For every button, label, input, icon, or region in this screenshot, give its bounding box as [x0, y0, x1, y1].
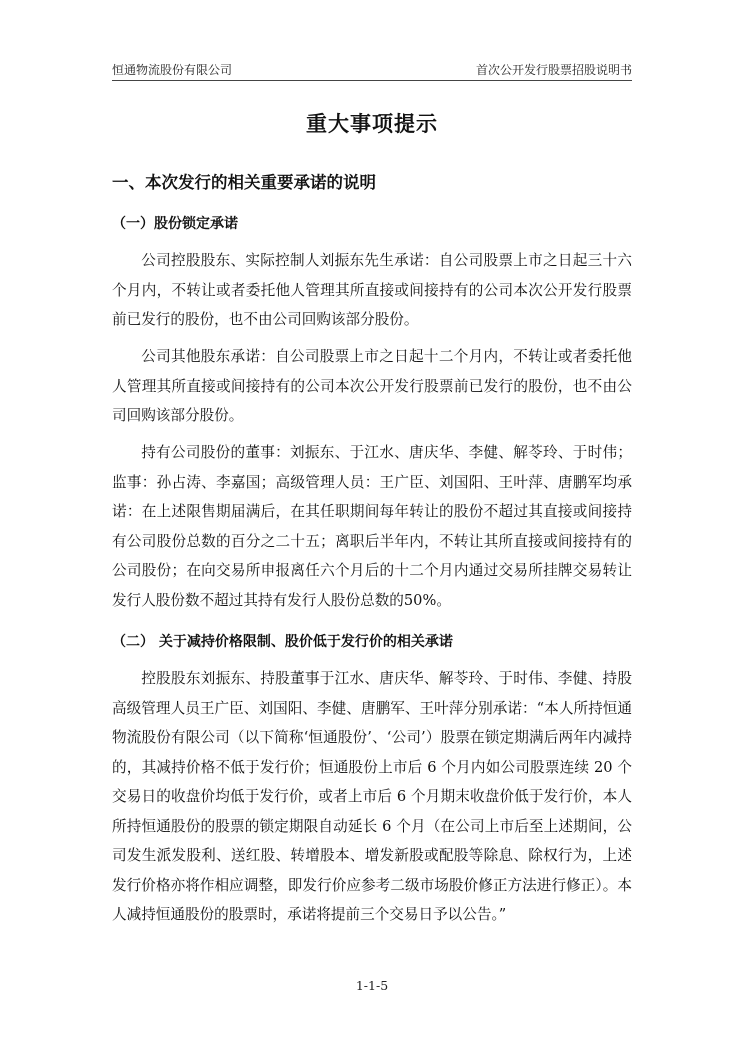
paragraph-other-shareholders-lock: 公司其他股东承诺：自公司股票上市之日起十二个月内，不转让或者委托他人管理其所直接或间接持有的公司本次公开发行股票前已发行的股份，也不由公司回购该部分股份。	[112, 348, 632, 424]
page-title: 重大事项提示	[306, 112, 438, 136]
subsection-heading-share-lock: （一）股份锁定承诺	[112, 216, 238, 232]
section-heading-1: 一、本次发行的相关重要承诺的说明	[112, 173, 376, 192]
header-company-name: 恒通物流股份有限公司	[112, 63, 233, 77]
header-divider	[112, 80, 632, 81]
page-number: 1-1-5	[355, 978, 389, 993]
subsection-heading-reduction-price: （二） 关于减持价格限制、股价低于发行价的相关承诺	[112, 634, 453, 650]
header-document-title: 首次公开发行股票招股说明书	[475, 63, 632, 77]
paragraph-reduction-price-commitment: 控股股东刘振东、持股董事于江水、唐庆华、解苓玲、于时伟、李健、持股高级管理人员王广臣、刘国阳、李健、唐鹏军、王叶萍分别承诺：“本人所持恒通物流股份有限公司（以下简称‘恒通股份’、‘公司’）股票在锁定期满后两年内减持的，其减持价格不低于发行价；恒通股份上市后 6 个月内如公司股票连续 20 个交易日的收盘价均低于发行价，或者上市后 6 个月期末收盘价低于发行价，本人所持恒通股份的股票的锁定期限自动延长 6 个月（在公司上市后至上述期间，公司发生派发股利、送红股、转增股本、增发新股或配股等除息、除权行为，上述发行价格亦将作相应调整，即发行价应参考二级市场股价修正方法进行修正）。本人减持恒通股份的股票时，承诺将提前三个交易日予以公告。”	[112, 670, 632, 923]
page-header	[112, 58, 632, 78]
paragraph-directors-supervisors-lock: 持有公司股份的董事：刘振东、于江水、唐庆华、李健、解苓玲、于时伟；监事：孙占涛、李嘉国；高级管理人员：王广臣、刘国阳、王叶萍、唐鹏军均承诺：在上述限售期届满后，在其任职期间每年转让的股份不超过其直接或间接持有公司股份总数的百分之二十五；离职后半年内，不转让其所直接或间接持有的公司股份；在向交易所申报离任六个月后的十二个月内通过交易所挂牌交易转让发行人股份数不超过其持有发行人股份总数的50%。	[112, 444, 632, 609]
paragraph-controlling-shareholder-lock: 公司控股股东、实际控制人刘振东先生承诺：自公司股票上市之日起三十六个月内，不转让或者委托他人管理其所直接或间接持有的公司本次公开发行股票前已发行的股份，也不由公司回购该部分股份。	[112, 252, 632, 328]
